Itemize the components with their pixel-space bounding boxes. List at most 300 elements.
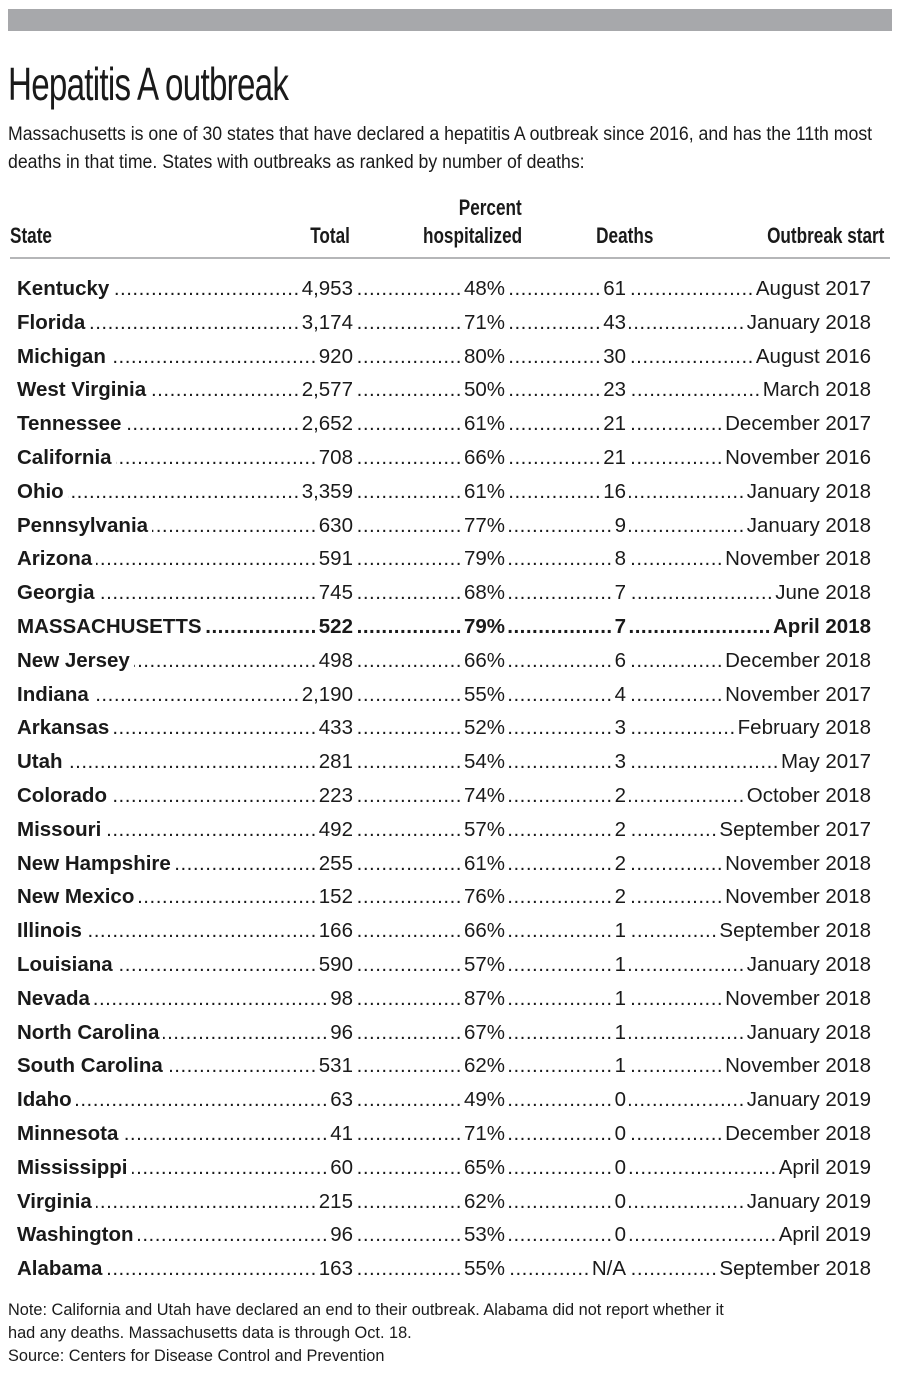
leader-dots xyxy=(356,747,462,777)
cell-total: 4,953 xyxy=(301,277,353,300)
leader-dots xyxy=(508,1220,613,1250)
table-row xyxy=(0,578,900,608)
leader-dots xyxy=(629,477,745,507)
cell-outbreak-start: December 2017 xyxy=(725,412,871,436)
cell-state: Washington xyxy=(17,1223,134,1247)
cell-state: New Jersey xyxy=(17,648,130,672)
cell-deaths: 0 xyxy=(614,1122,626,1145)
leader-dots xyxy=(116,443,317,473)
cell-outbreak-start: January 2018 xyxy=(746,953,871,976)
leader-dots xyxy=(93,680,300,710)
cell-deaths: 1 xyxy=(614,986,626,1010)
cell-outbreak-start: August 2017 xyxy=(755,277,871,300)
leader-dots xyxy=(508,781,613,811)
leader-dots xyxy=(206,612,317,642)
leader-dots xyxy=(508,1153,613,1183)
cell-state: South Carolina xyxy=(17,1054,163,1078)
leader-dots xyxy=(629,646,723,676)
leader-dots xyxy=(629,1051,723,1081)
cell-outbreak-start: January 2018 xyxy=(746,479,871,503)
cell-percent-hospitalized: 57% xyxy=(463,817,505,841)
cell-outbreak-start: December 2018 xyxy=(725,1122,871,1145)
cell-state: Idaho xyxy=(17,1088,72,1112)
cell-total: 492 xyxy=(318,817,353,841)
cell-deaths: 9 xyxy=(614,513,626,537)
cell-outbreak-start: March 2018 xyxy=(762,378,871,402)
table-row xyxy=(0,477,900,507)
cell-percent-hospitalized: 61% xyxy=(463,479,505,503)
cell-percent-hospitalized: 52% xyxy=(463,716,505,740)
cell-state: Indiana xyxy=(17,682,89,706)
table-row xyxy=(0,680,900,710)
cell-deaths: 21 xyxy=(603,412,626,436)
cell-deaths: 23 xyxy=(603,378,626,402)
leader-dots xyxy=(508,849,613,879)
cell-total: 3,359 xyxy=(301,479,353,503)
leader-dots xyxy=(629,375,761,405)
leader-dots xyxy=(356,477,462,507)
cell-total: 60 xyxy=(330,1155,353,1179)
cell-outbreak-start: November 2018 xyxy=(725,547,871,571)
leader-dots xyxy=(96,544,317,574)
table-row xyxy=(0,544,900,574)
cell-total: 3,174 xyxy=(301,310,353,334)
cell-percent-hospitalized: 87% xyxy=(463,986,505,1010)
cell-total: 2,190 xyxy=(301,682,353,706)
table-row xyxy=(0,409,900,439)
cell-percent-hospitalized: 62% xyxy=(463,1054,505,1078)
leader-dots xyxy=(508,308,601,338)
cell-state: Louisiana xyxy=(17,953,113,976)
leader-dots xyxy=(356,544,462,574)
leader-dots xyxy=(356,308,462,338)
column-header-percent-line1: Percent xyxy=(459,195,522,220)
cell-percent-hospitalized: 53% xyxy=(463,1223,505,1247)
leader-dots xyxy=(629,612,771,642)
leader-dots xyxy=(110,342,317,372)
cell-percent-hospitalized: 57% xyxy=(463,953,505,976)
table-row xyxy=(0,1254,900,1284)
cell-percent-hospitalized: 71% xyxy=(463,310,505,334)
leader-dots xyxy=(629,308,745,338)
cell-percent-hospitalized: 65% xyxy=(463,1155,505,1179)
cell-state: Virginia xyxy=(17,1189,92,1213)
leader-dots xyxy=(356,578,462,608)
cell-percent-hospitalized: 62% xyxy=(463,1189,505,1213)
leader-dots xyxy=(508,375,601,405)
leader-dots xyxy=(68,477,300,507)
leader-dots xyxy=(629,680,723,710)
cell-total: 590 xyxy=(318,953,353,976)
leader-dots xyxy=(356,409,462,439)
cell-percent-hospitalized: 79% xyxy=(463,615,505,638)
source-line: Source: Centers for Disease Control and Prevention xyxy=(8,1346,385,1365)
cell-percent-hospitalized: 48% xyxy=(463,277,505,300)
table-row xyxy=(0,1119,900,1149)
cell-state: Missouri xyxy=(17,817,102,841)
leader-dots xyxy=(105,815,316,845)
leader-dots xyxy=(152,511,317,541)
leader-dots xyxy=(167,1051,317,1081)
cell-state: Florida xyxy=(17,310,86,334)
leader-dots xyxy=(356,646,462,676)
cell-outbreak-start: November 2018 xyxy=(725,986,871,1010)
table-row xyxy=(0,612,900,642)
leader-dots xyxy=(113,274,299,304)
table-row xyxy=(0,781,900,811)
cell-outbreak-start: November 2018 xyxy=(725,851,871,875)
cell-percent-hospitalized: 71% xyxy=(463,1122,505,1145)
leader-dots xyxy=(111,781,317,811)
leader-dots xyxy=(508,1254,590,1284)
leader-dots xyxy=(356,1254,462,1284)
cell-deaths: 0 xyxy=(614,1155,626,1179)
cell-deaths: 6 xyxy=(614,648,626,672)
leader-dots xyxy=(629,578,773,608)
cell-percent-hospitalized: 68% xyxy=(463,581,505,605)
cell-state: California xyxy=(17,446,112,469)
leader-dots xyxy=(356,849,462,879)
cell-total: 708 xyxy=(318,446,353,469)
cell-total: 531 xyxy=(318,1054,353,1078)
table-row xyxy=(0,849,900,879)
cell-percent-hospitalized: 55% xyxy=(463,1257,505,1281)
leader-dots xyxy=(629,1153,777,1183)
table-row xyxy=(0,747,900,777)
cell-total: 522 xyxy=(318,615,353,638)
leader-dots xyxy=(356,680,462,710)
cell-percent-hospitalized: 55% xyxy=(463,682,505,706)
leader-dots xyxy=(508,747,613,777)
cell-outbreak-start: September 2017 xyxy=(719,817,871,841)
cell-deaths: 2 xyxy=(614,817,626,841)
cell-state: Minnesota xyxy=(17,1122,119,1145)
leader-dots xyxy=(629,916,717,946)
cell-deaths: N/A xyxy=(591,1257,626,1281)
table-row xyxy=(0,511,900,541)
cell-total: 41 xyxy=(330,1122,353,1145)
leader-dots xyxy=(508,646,613,676)
leader-dots xyxy=(629,781,745,811)
cell-state: Mississippi xyxy=(17,1155,128,1179)
table-row xyxy=(0,646,900,676)
cell-state: Nevada xyxy=(17,986,90,1010)
intro-text: Massachusetts is one of 30 states that have declared a hepatitis A outbreak since 2016, and has the 11th most deaths in that time. States with outbreaks as ranked by number of deaths: xyxy=(8,124,873,173)
note-line-1: Note: California and Utah have declared an end to their outbreak. Alabama did not report whether it xyxy=(8,1300,724,1319)
leader-dots xyxy=(508,713,613,743)
cell-state: Tennessee xyxy=(17,412,122,436)
cell-deaths: 43 xyxy=(603,310,626,334)
cell-total: 281 xyxy=(318,750,353,774)
cell-percent-hospitalized: 66% xyxy=(463,446,505,469)
cell-deaths: 8 xyxy=(614,547,626,571)
cell-state: North Carolina xyxy=(17,1020,160,1044)
cell-percent-hospitalized: 66% xyxy=(463,648,505,672)
cell-percent-hospitalized: 61% xyxy=(463,412,505,436)
cell-outbreak-start: January 2018 xyxy=(746,310,871,334)
cell-outbreak-start: June 2018 xyxy=(775,581,871,605)
leader-dots xyxy=(89,308,299,338)
cell-outbreak-start: February 2018 xyxy=(737,716,871,740)
leader-dots xyxy=(356,1018,462,1048)
table-row xyxy=(0,342,900,372)
leader-dots xyxy=(629,747,779,777)
leader-dots xyxy=(629,409,723,439)
column-header-percent-line2: hospitalized xyxy=(422,223,522,248)
table-row xyxy=(0,1051,900,1081)
cell-state: Ohio xyxy=(17,479,64,503)
table-row xyxy=(0,713,900,743)
leader-dots xyxy=(356,713,462,743)
cell-percent-hospitalized: 49% xyxy=(463,1088,505,1112)
cell-total: 96 xyxy=(330,1020,353,1044)
cell-percent-hospitalized: 74% xyxy=(463,784,505,807)
cell-deaths: 1 xyxy=(614,1020,626,1044)
cell-state: Alabama xyxy=(17,1257,103,1281)
cell-outbreak-start: November 2016 xyxy=(725,446,871,469)
cell-deaths: 0 xyxy=(614,1223,626,1247)
header-rule xyxy=(10,257,890,259)
cell-deaths: 1 xyxy=(614,919,626,943)
table-row xyxy=(0,308,900,338)
column-header-outbreak-start: Outbreak start xyxy=(766,223,884,248)
cell-deaths: 7 xyxy=(614,581,626,605)
cell-percent-hospitalized: 67% xyxy=(463,1020,505,1044)
leader-dots xyxy=(508,274,601,304)
leader-dots xyxy=(508,882,613,912)
leader-dots xyxy=(629,1119,723,1149)
leader-dots xyxy=(508,1051,613,1081)
leader-dots xyxy=(508,511,613,541)
leader-dots xyxy=(134,646,317,676)
leader-dots xyxy=(508,916,613,946)
note-line-2: had any deaths. Massachusetts data is through Oct. 18. xyxy=(8,1323,412,1342)
cell-outbreak-start: November 2018 xyxy=(725,1054,871,1078)
table-row xyxy=(0,1085,900,1115)
leader-dots xyxy=(356,443,462,473)
table-row xyxy=(0,815,900,845)
leader-dots xyxy=(356,950,462,980)
cell-outbreak-start: April 2019 xyxy=(778,1223,871,1247)
leader-dots xyxy=(508,1018,613,1048)
leader-dots xyxy=(629,1187,745,1217)
cell-deaths: 2 xyxy=(614,885,626,909)
leader-dots xyxy=(629,1018,745,1048)
column-header-deaths: Deaths xyxy=(595,223,653,248)
leader-dots xyxy=(356,815,462,845)
cell-total: 223 xyxy=(318,784,353,807)
cell-total: 166 xyxy=(318,919,353,943)
cell-deaths: 61 xyxy=(603,277,626,300)
table-row xyxy=(0,375,900,405)
cell-deaths: 30 xyxy=(603,344,626,368)
leader-dots xyxy=(356,511,462,541)
cell-deaths: 7 xyxy=(614,615,626,638)
leader-dots xyxy=(122,1119,328,1149)
cell-state: MASSACHUSETTS xyxy=(17,615,202,638)
table-row xyxy=(0,916,900,946)
table-row xyxy=(0,1220,900,1250)
cell-deaths: 2 xyxy=(614,784,626,807)
leader-dots xyxy=(356,781,462,811)
cell-state: Utah xyxy=(17,750,63,774)
cell-deaths: 0 xyxy=(614,1189,626,1213)
cell-total: 63 xyxy=(330,1088,353,1112)
cell-state: Arkansas xyxy=(17,716,110,740)
cell-outbreak-start: August 2016 xyxy=(755,344,871,368)
cell-deaths: 3 xyxy=(614,750,626,774)
leader-dots xyxy=(629,274,754,304)
leader-dots xyxy=(508,578,613,608)
leader-dots xyxy=(508,680,613,710)
leader-dots xyxy=(356,612,462,642)
leader-dots xyxy=(629,815,717,845)
leader-dots xyxy=(132,1153,329,1183)
leader-dots xyxy=(629,849,723,879)
cell-total: 163 xyxy=(318,1257,353,1281)
cell-outbreak-start: October 2018 xyxy=(746,784,871,807)
leader-dots xyxy=(98,578,316,608)
cell-outbreak-start: April 2018 xyxy=(773,615,871,638)
cell-outbreak-start: January 2018 xyxy=(746,513,871,537)
leader-dots xyxy=(356,1051,462,1081)
cell-total: 215 xyxy=(318,1189,353,1213)
cell-outbreak-start: April 2019 xyxy=(778,1155,871,1179)
cell-total: 920 xyxy=(318,344,353,368)
footnote xyxy=(8,1298,891,1367)
leader-dots xyxy=(125,409,299,439)
leader-dots xyxy=(629,1085,745,1115)
cell-total: 152 xyxy=(318,885,353,909)
cell-deaths: 16 xyxy=(603,479,626,503)
cell-outbreak-start: May 2017 xyxy=(780,750,871,774)
table-row xyxy=(0,1153,900,1183)
leader-dots xyxy=(356,1119,462,1149)
top-color-bar xyxy=(8,9,892,31)
cell-outbreak-start: September 2018 xyxy=(719,1257,871,1281)
cell-percent-hospitalized: 77% xyxy=(463,513,505,537)
leader-dots xyxy=(629,950,745,980)
leader-dots xyxy=(117,950,317,980)
cell-percent-hospitalized: 54% xyxy=(463,750,505,774)
leader-dots xyxy=(356,882,462,912)
leader-dots xyxy=(508,1187,613,1217)
leader-dots xyxy=(629,544,723,574)
cell-deaths: 1 xyxy=(614,1054,626,1078)
leader-dots xyxy=(629,713,736,743)
leader-dots xyxy=(96,1187,317,1217)
column-header-state: State xyxy=(10,223,52,248)
leader-dots xyxy=(629,342,754,372)
leader-dots xyxy=(356,274,462,304)
cell-percent-hospitalized: 80% xyxy=(463,344,505,368)
cell-state: Illinois xyxy=(17,919,82,943)
leader-dots xyxy=(508,477,601,507)
cell-deaths: 1 xyxy=(614,953,626,976)
table-row xyxy=(0,950,900,980)
leader-dots xyxy=(508,815,613,845)
leader-dots xyxy=(138,882,316,912)
column-header-total: Total xyxy=(310,223,350,248)
leader-dots xyxy=(356,342,462,372)
leader-dots xyxy=(508,443,601,473)
leader-dots xyxy=(629,984,723,1014)
cell-outbreak-start: January 2019 xyxy=(746,1088,871,1112)
cell-state: Colorado xyxy=(17,784,107,807)
leader-dots xyxy=(508,342,601,372)
cell-total: 630 xyxy=(318,513,353,537)
cell-total: 498 xyxy=(318,648,353,672)
cell-deaths: 21 xyxy=(603,446,626,469)
cell-deaths: 3 xyxy=(614,716,626,740)
leader-dots xyxy=(138,1220,329,1250)
table-row xyxy=(0,1187,900,1217)
cell-percent-hospitalized: 61% xyxy=(463,851,505,875)
leader-dots xyxy=(76,1085,329,1115)
cell-state: Michigan xyxy=(17,344,106,368)
table-row xyxy=(0,984,900,1014)
leader-dots xyxy=(508,1119,613,1149)
leader-dots xyxy=(508,544,613,574)
cell-deaths: 0 xyxy=(614,1088,626,1112)
cell-percent-hospitalized: 79% xyxy=(463,547,505,571)
cell-deaths: 4 xyxy=(614,682,626,706)
cell-outbreak-start: November 2017 xyxy=(725,682,871,706)
cell-total: 433 xyxy=(318,716,353,740)
leader-dots xyxy=(113,713,316,743)
cell-state: Kentucky xyxy=(17,277,110,300)
leader-dots xyxy=(629,882,723,912)
leader-dots xyxy=(508,612,613,642)
leader-dots xyxy=(163,1018,328,1048)
table-row xyxy=(0,1018,900,1048)
leader-dots xyxy=(94,984,328,1014)
cell-state: New Hampshire xyxy=(17,851,171,875)
leader-dots xyxy=(508,984,613,1014)
table-row xyxy=(0,882,900,912)
leader-dots xyxy=(629,1254,717,1284)
cell-outbreak-start: January 2019 xyxy=(746,1189,871,1213)
cell-state: New Mexico xyxy=(17,885,135,909)
leader-dots xyxy=(508,1085,613,1115)
cell-state: West Virginia xyxy=(17,378,147,402)
cell-state: Georgia xyxy=(17,581,95,605)
leader-dots xyxy=(356,375,462,405)
leader-dots xyxy=(356,1153,462,1183)
cell-total: 2,577 xyxy=(301,378,353,402)
table-row xyxy=(0,274,900,304)
leader-dots xyxy=(356,916,462,946)
cell-total: 98 xyxy=(330,986,353,1010)
cell-total: 2,652 xyxy=(301,412,353,436)
leader-dots xyxy=(86,916,317,946)
leader-dots xyxy=(629,1220,777,1250)
cell-percent-hospitalized: 66% xyxy=(463,919,505,943)
leader-dots xyxy=(356,984,462,1014)
leader-dots xyxy=(356,1220,462,1250)
leader-dots xyxy=(67,747,317,777)
leader-dots xyxy=(629,511,745,541)
cell-total: 96 xyxy=(330,1223,353,1247)
cell-percent-hospitalized: 50% xyxy=(463,378,505,402)
leader-dots xyxy=(508,409,601,439)
leader-dots xyxy=(150,375,300,405)
leader-dots xyxy=(175,849,317,879)
table-row xyxy=(0,443,900,473)
cell-outbreak-start: January 2018 xyxy=(746,1020,871,1044)
cell-deaths: 2 xyxy=(614,851,626,875)
cell-outbreak-start: December 2018 xyxy=(725,648,871,672)
